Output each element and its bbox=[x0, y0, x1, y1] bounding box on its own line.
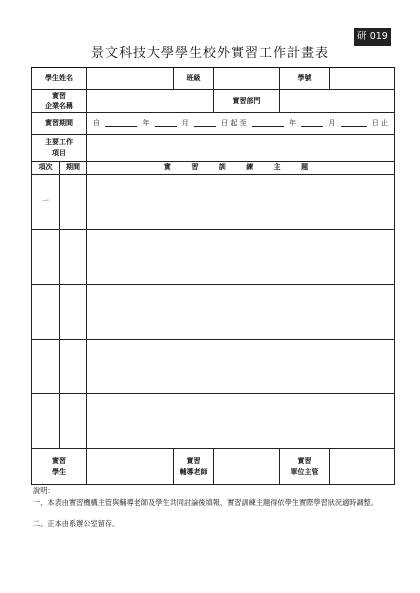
department-label: 實習部門 bbox=[214, 90, 280, 112]
row-period-field[interactable] bbox=[60, 339, 87, 394]
supervisor-signature-label: 實習 單位主管 bbox=[280, 449, 330, 485]
row-item-number: 一 bbox=[32, 174, 60, 229]
training-topic-header: 實 習 訓 練 主 題 bbox=[87, 161, 395, 174]
form-code-badge: 研 019 bbox=[354, 28, 391, 46]
row-item-number bbox=[32, 339, 60, 394]
note-text: 正本由系辦公室留存。 bbox=[47, 519, 120, 528]
class-field[interactable] bbox=[214, 68, 280, 90]
table-row bbox=[32, 394, 395, 449]
notes-heading: 說明： bbox=[33, 486, 55, 495]
period-year-start: 年 bbox=[142, 119, 150, 128]
form-title: 景文科技大學學生校外實習工作計畫表 bbox=[90, 46, 329, 61]
notes-section bbox=[33, 485, 395, 530]
table-row bbox=[32, 284, 395, 339]
note-item bbox=[33, 518, 395, 530]
student-name-field[interactable] bbox=[87, 68, 174, 90]
period-header: 期間 bbox=[60, 161, 87, 174]
row-item-number bbox=[32, 229, 60, 284]
row-period-field[interactable] bbox=[60, 284, 87, 339]
company-name-field[interactable] bbox=[87, 90, 214, 112]
row-item-number bbox=[32, 284, 60, 339]
student-id-field[interactable] bbox=[330, 68, 395, 90]
row-period-field[interactable] bbox=[60, 174, 87, 229]
work-plan-form bbox=[31, 67, 395, 485]
period-month-end: 月 bbox=[328, 119, 336, 128]
student-name-label: 學生姓名 bbox=[32, 68, 87, 90]
period-day-start: 日 起 至 bbox=[221, 119, 247, 128]
table-row bbox=[32, 174, 395, 229]
period-from: 自 bbox=[93, 119, 100, 128]
row-period-field[interactable] bbox=[60, 394, 87, 449]
period-year-end: 年 bbox=[288, 119, 296, 128]
company-name-label: 實習 企業名稱 bbox=[32, 90, 87, 112]
row-topic-field[interactable] bbox=[87, 174, 395, 229]
note-item bbox=[33, 497, 395, 509]
student-signature-field[interactable] bbox=[87, 449, 174, 485]
main-work-label: 主要工作 項目 bbox=[32, 135, 87, 161]
note-number: 一、 bbox=[33, 498, 48, 507]
table-row bbox=[32, 339, 395, 394]
row-topic-field[interactable] bbox=[87, 284, 395, 339]
row-topic-field[interactable] bbox=[87, 229, 395, 284]
note-text: 本表由實習機構主管與輔導老師及學生共同討論後填報，實習訓練主題得依學生實際學習狀況適時調整。 bbox=[47, 498, 379, 507]
item-header: 項次 bbox=[32, 161, 60, 174]
period-field[interactable] bbox=[87, 112, 395, 134]
period-month-start: 月 bbox=[181, 119, 189, 128]
row-item-number bbox=[32, 394, 60, 449]
advisor-signature-label: 實習 輔導老師 bbox=[174, 449, 214, 485]
note-number: 二、 bbox=[33, 519, 48, 528]
row-topic-field[interactable] bbox=[87, 339, 395, 394]
period-day-end: 日 止 bbox=[371, 119, 388, 128]
supervisor-signature-field[interactable] bbox=[330, 449, 395, 485]
period-label: 實習期間 bbox=[32, 112, 87, 134]
student-id-label: 學號 bbox=[280, 68, 330, 90]
table-row bbox=[32, 229, 395, 284]
department-field[interactable] bbox=[280, 90, 395, 112]
row-topic-field[interactable] bbox=[87, 394, 395, 449]
main-work-field[interactable] bbox=[87, 135, 395, 161]
advisor-signature-field[interactable] bbox=[214, 449, 280, 485]
student-signature-label: 實習 學生 bbox=[32, 449, 87, 485]
row-period-field[interactable] bbox=[60, 229, 87, 284]
class-label: 班級 bbox=[174, 68, 214, 90]
